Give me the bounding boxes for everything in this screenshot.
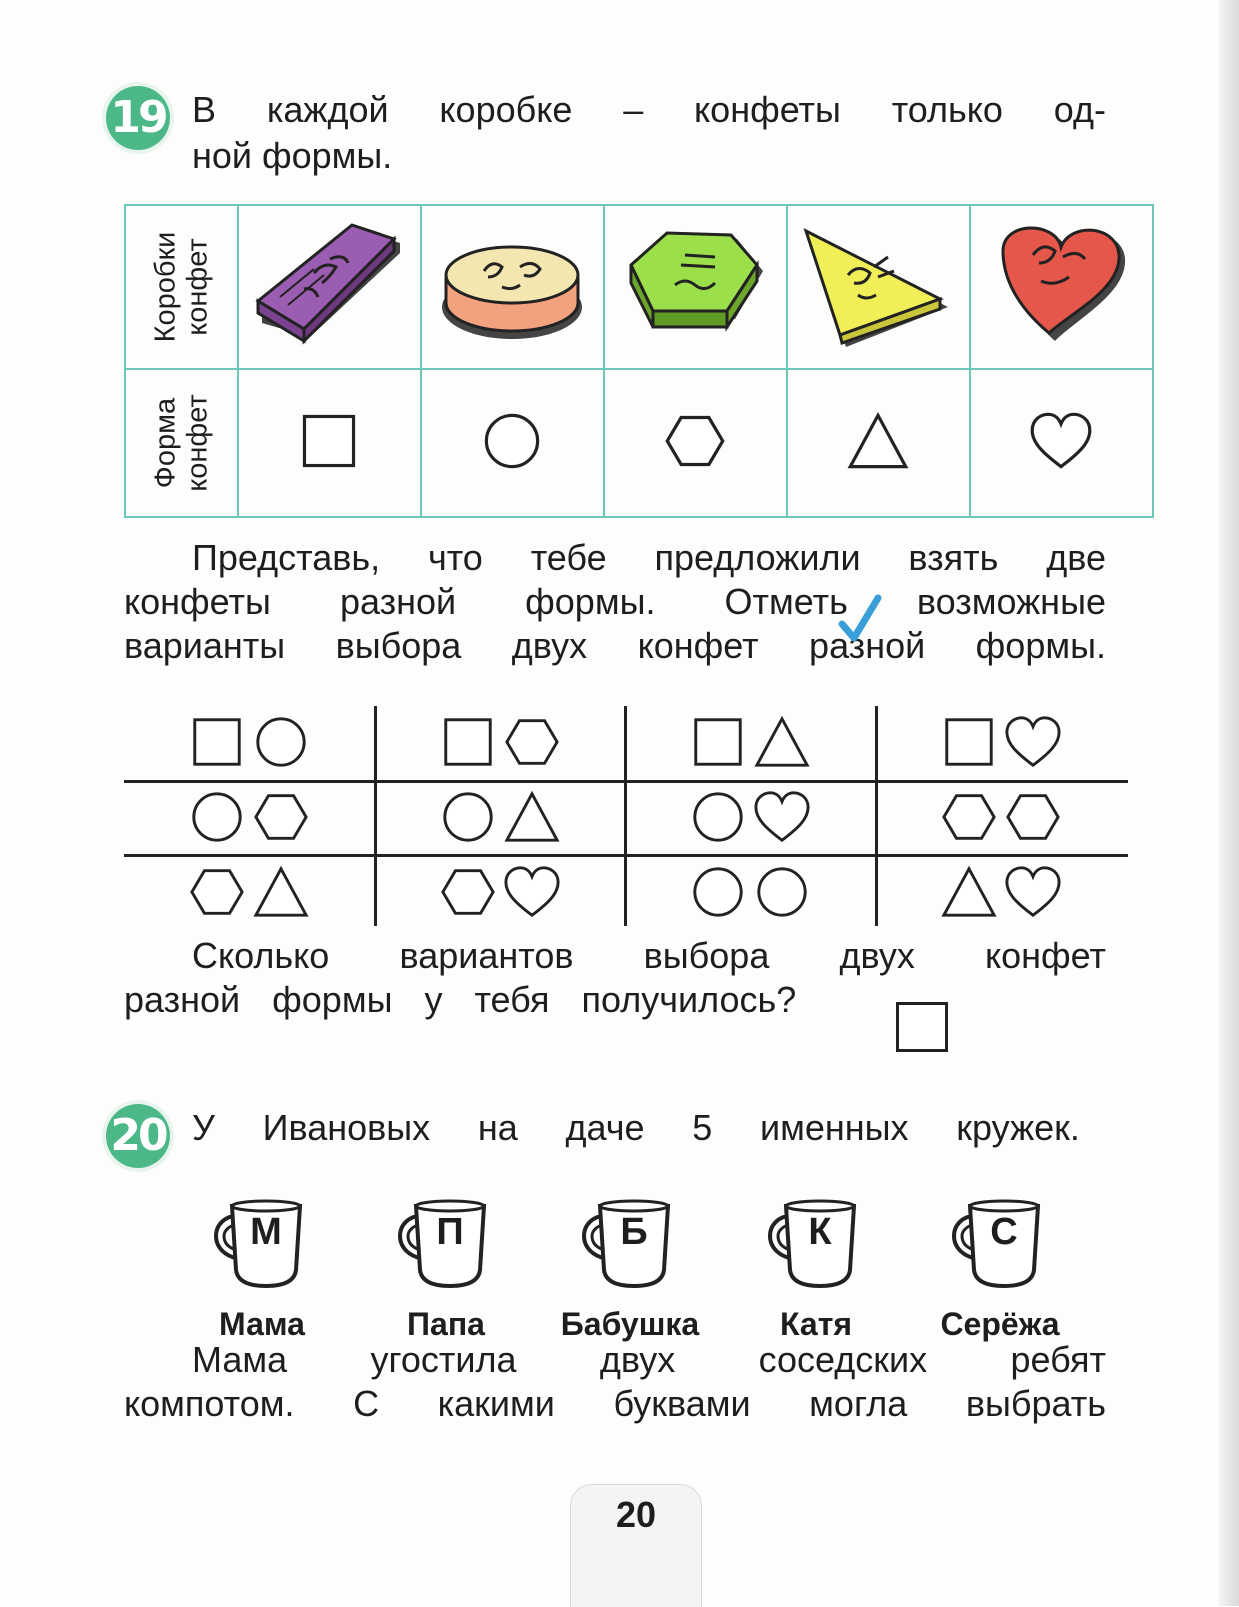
mug-letter: С <box>990 1211 1018 1253</box>
word: 5 <box>692 1107 713 1148</box>
circle-shape-icon <box>753 863 811 921</box>
instruction-line <box>124 580 1106 624</box>
square-shape-icon <box>188 713 246 771</box>
word: могла <box>809 1383 908 1424</box>
pair-options-grid <box>124 706 1128 926</box>
word: Сколько <box>192 935 330 976</box>
hexagon-shape-icon <box>663 409 727 473</box>
checkmark-icon <box>838 594 882 649</box>
hexagon-shape-icon <box>1004 788 1062 846</box>
pair-option[interactable] <box>876 856 1126 928</box>
shape-cell <box>604 369 787 517</box>
mug-icon <box>766 1198 866 1290</box>
word: компотом. <box>124 1383 295 1424</box>
word: С <box>353 1383 380 1424</box>
page-spine <box>1219 0 1239 1606</box>
pair-option[interactable] <box>876 706 1126 778</box>
question-line <box>192 934 1106 978</box>
word: конфет <box>637 625 759 666</box>
heart-candy-box-icon <box>981 215 1141 355</box>
mug-owner-name: Катя <box>779 1306 853 1342</box>
heart-shape-icon <box>753 788 811 846</box>
pair-option[interactable] <box>625 781 875 853</box>
instruction-line <box>124 624 1106 668</box>
mug-icon <box>396 1198 496 1290</box>
heart-shape-icon <box>503 863 561 921</box>
mug-letter: К <box>808 1211 832 1253</box>
word: выбрать <box>965 1383 1106 1424</box>
task-19-intro <box>192 88 1106 132</box>
circle-shape-icon <box>480 409 544 473</box>
word: двух <box>839 935 915 976</box>
word: разной <box>339 581 457 622</box>
word: разной <box>124 979 241 1020</box>
word: только <box>891 89 1003 130</box>
word: на <box>477 1107 518 1148</box>
triangle-shape-icon <box>252 863 310 921</box>
word: формы. <box>975 625 1106 666</box>
word: вариантов <box>399 935 574 976</box>
round-candy-box-icon <box>432 215 592 355</box>
box-cell <box>604 205 787 369</box>
circle-shape-icon <box>439 788 497 846</box>
word: соседских <box>758 1339 928 1380</box>
circle-shape-icon <box>689 788 747 846</box>
word: возможные <box>916 581 1106 622</box>
shape-cell <box>238 369 421 517</box>
task-20-text-line <box>192 1338 1106 1382</box>
word: ребят <box>1010 1339 1106 1380</box>
hexagon-shape-icon <box>188 863 246 921</box>
hexagon-shape-icon <box>439 863 497 921</box>
heart-shape-icon <box>1004 713 1062 771</box>
square-shape-icon <box>689 713 747 771</box>
instruction-line <box>192 536 1106 580</box>
circle-shape-icon <box>689 863 747 921</box>
mug-letter: М <box>250 1211 282 1253</box>
word: какими <box>437 1383 555 1424</box>
task-19-intro-line2: ной формы. <box>192 135 393 176</box>
word: предложили <box>654 537 861 578</box>
word: формы. <box>525 581 656 622</box>
row-label-shapes: Форма конфет <box>125 369 238 517</box>
triangle-shape-icon <box>940 863 998 921</box>
circle-shape-icon <box>188 788 246 846</box>
word: разной <box>809 625 926 666</box>
shape-cell <box>970 369 1153 517</box>
box-cell <box>421 205 604 369</box>
pair-option[interactable] <box>124 706 374 778</box>
task-19-badge: 19 <box>106 86 170 150</box>
word: Представь, <box>192 537 381 578</box>
pair-option[interactable] <box>124 781 374 853</box>
task-20-intro <box>192 1106 1080 1150</box>
pair-option[interactable] <box>625 856 875 928</box>
square-shape-icon <box>940 713 998 771</box>
word: Отметь <box>724 581 848 622</box>
word: взять <box>908 537 999 578</box>
shape-cell <box>421 369 604 517</box>
word: формы <box>272 979 393 1020</box>
mug-letter: Б <box>620 1211 648 1253</box>
word: двух <box>511 625 588 666</box>
pair-option[interactable] <box>625 706 875 778</box>
mug-owner-name: Папа <box>407 1306 485 1342</box>
mug-owner-name: Мама <box>219 1306 305 1342</box>
page-number: 20 <box>570 1484 702 1607</box>
box-cell <box>787 205 970 369</box>
square-shape-icon <box>439 713 497 771</box>
word: буквами <box>613 1383 751 1424</box>
task-20-badge: 20 <box>106 1104 170 1168</box>
mug-icon <box>580 1198 680 1290</box>
word: тебе <box>530 537 607 578</box>
mug-owner-name: Бабушка <box>560 1306 700 1342</box>
candy-box-table <box>124 204 1154 518</box>
word: коробке <box>439 89 573 130</box>
mug-letter: П <box>436 1211 464 1253</box>
pair-option[interactable] <box>375 856 625 928</box>
pair-option[interactable] <box>876 781 1126 853</box>
box-cell <box>238 205 421 369</box>
word: именных <box>760 1107 909 1148</box>
word: у <box>424 979 443 1020</box>
word: выбора <box>335 625 462 666</box>
task-20-text-line <box>124 1382 1106 1426</box>
word: угостила <box>370 1339 517 1380</box>
word: каждой <box>266 89 389 130</box>
hexagon-candy-box-icon <box>615 215 775 355</box>
triangle-shape-icon <box>846 409 910 473</box>
box-cell <box>970 205 1153 369</box>
question-line <box>124 978 828 1022</box>
word: Ивановых <box>262 1107 431 1148</box>
word: Мама <box>192 1339 288 1380</box>
heart-shape-icon <box>1004 863 1062 921</box>
hexagon-shape-icon <box>503 713 561 771</box>
word: что <box>427 537 483 578</box>
mug-icon <box>950 1198 1050 1290</box>
triangle-shape-icon <box>503 788 561 846</box>
word: – <box>623 89 644 130</box>
mug-icon <box>212 1198 312 1290</box>
triangle-shape-icon <box>753 713 811 771</box>
shape-cell <box>787 369 970 517</box>
pair-option[interactable] <box>375 781 625 853</box>
answer-box[interactable] <box>896 1002 948 1052</box>
rectangle-candy-box-icon <box>244 215 414 355</box>
word: две <box>1046 537 1106 578</box>
circle-shape-icon <box>252 713 310 771</box>
word: У <box>192 1107 215 1148</box>
word: тебя <box>474 979 550 1020</box>
pair-option[interactable] <box>124 856 374 928</box>
hexagon-shape-icon <box>940 788 998 846</box>
heart-shape-icon <box>1029 409 1093 473</box>
mug-owner-name: Серёжа <box>940 1306 1060 1342</box>
row-label-boxes: Коробки конфет <box>125 205 238 369</box>
word: выбора <box>643 935 770 976</box>
pair-option[interactable] <box>375 706 625 778</box>
triangle-candy-box-icon <box>798 215 958 355</box>
word: В <box>192 89 217 130</box>
word: получилось? <box>581 979 797 1020</box>
word: кружек. <box>956 1107 1080 1148</box>
word: конфеты <box>124 581 271 622</box>
word: од- <box>1053 89 1106 130</box>
word: двух <box>599 1339 676 1380</box>
word: конфеты <box>694 89 841 130</box>
word: конфет <box>985 935 1106 976</box>
hexagon-shape-icon <box>252 788 310 846</box>
word: даче <box>565 1107 645 1148</box>
square-shape-icon <box>297 409 361 473</box>
word: варианты <box>124 625 286 666</box>
